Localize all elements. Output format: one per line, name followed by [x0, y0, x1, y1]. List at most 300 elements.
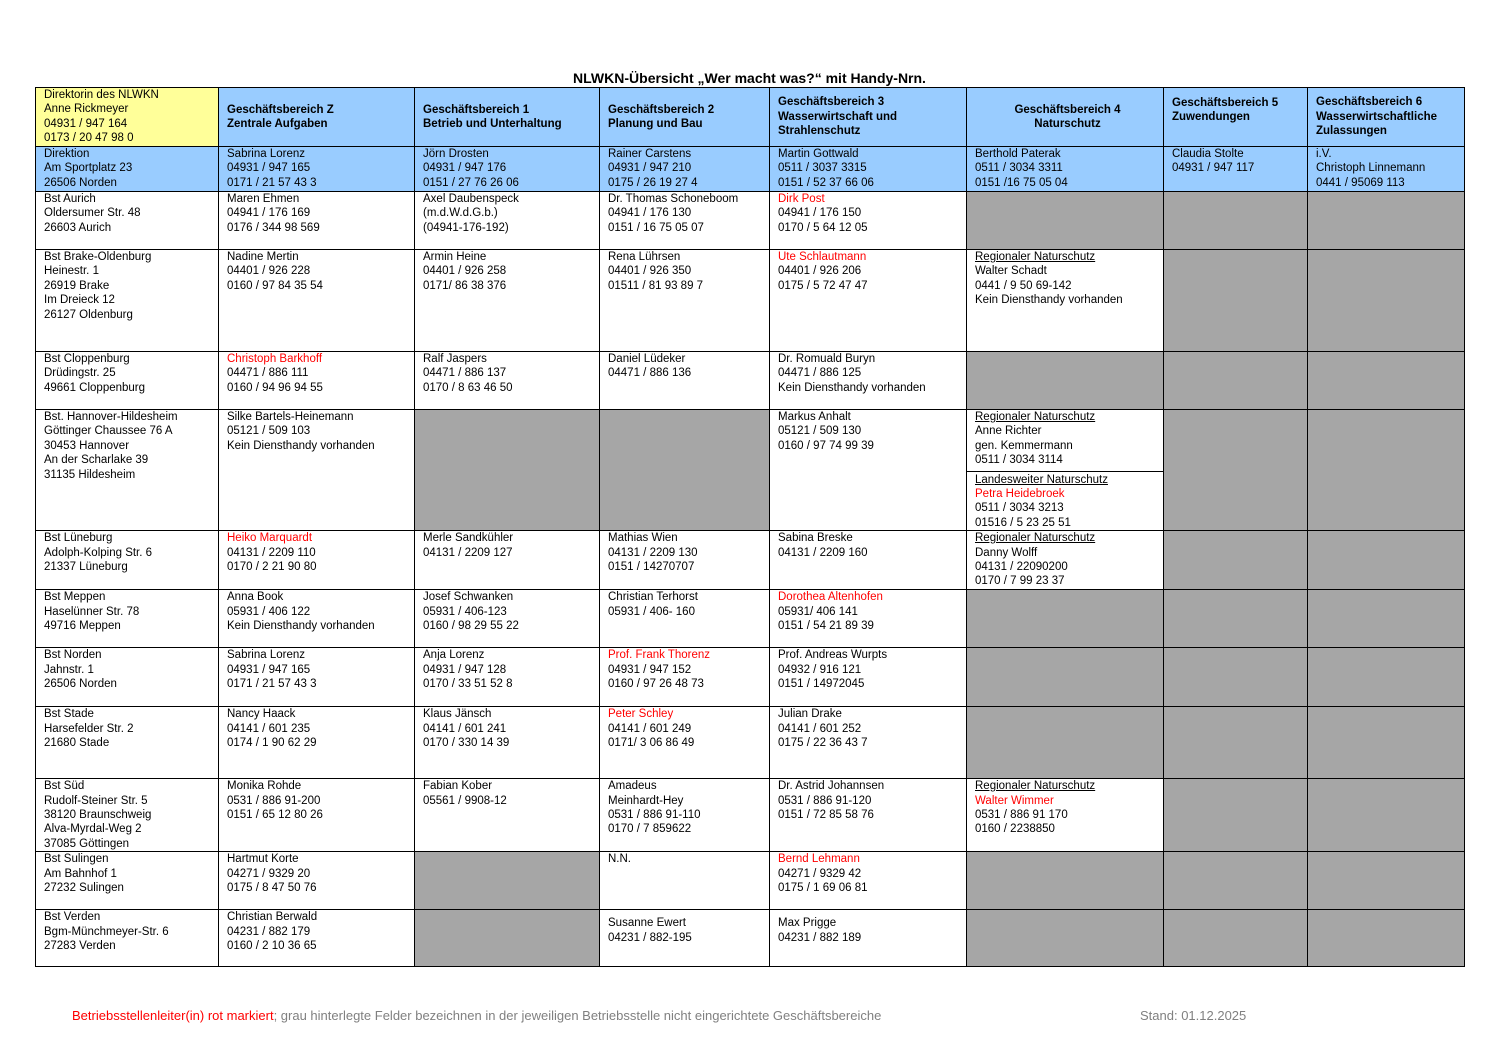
- contact-cell: [219, 590, 415, 648]
- contact-mobile: 0170 / 33 51 52 8: [423, 678, 513, 691]
- contact-cell: [770, 852, 967, 910]
- unit-label: Landesweiter Naturschutz: [975, 473, 1108, 486]
- header-label: Betrieb und Unterhaltung: [423, 118, 562, 130]
- contact-cell: [600, 352, 770, 410]
- location-street: Rudolf-Steiner Str. 5: [44, 794, 148, 807]
- location-name: Bst Süd: [44, 780, 85, 793]
- location-street: Oldersumer Str. 48: [44, 207, 141, 220]
- leader-name: Peter Schley: [608, 708, 674, 721]
- contact-phone: 04141 / 601 241: [423, 722, 507, 735]
- contact-name: Max Prigge: [778, 917, 837, 930]
- table-row: [36, 779, 1465, 852]
- contact-name: Maren Ehmen: [227, 193, 300, 205]
- inactive-cell: [1308, 910, 1465, 967]
- location-street: Adolph-Kolping Str. 6: [44, 546, 153, 559]
- inactive-cell: [1164, 192, 1308, 250]
- contact-name: N.N.: [608, 853, 631, 866]
- contact-name: Anne Richter: [975, 425, 1042, 438]
- unit-label: Regionaler Naturschutz: [975, 780, 1096, 793]
- location-cell: [36, 250, 219, 352]
- inactive-cell: [1308, 648, 1465, 707]
- contact-mobile: 0175 / 22 36 43 7: [778, 737, 868, 750]
- location-name: Bst Aurich: [44, 193, 96, 205]
- inactive-cell: [967, 707, 1164, 779]
- location-city: 21337 Lüneburg: [44, 561, 128, 574]
- contact-cell: [967, 250, 1164, 352]
- stand-date: Stand: 01.12.2025: [1140, 1008, 1247, 1023]
- contact-name: Christian Terhorst: [608, 591, 698, 604]
- location-name: Bst Sulingen: [44, 853, 109, 866]
- contact-name: Nadine Mertin: [227, 251, 299, 263]
- contact-cell: [600, 779, 770, 852]
- contact-cell: [600, 852, 770, 910]
- location-street: Heinestr. 1: [44, 265, 99, 278]
- contact-cell: [770, 352, 967, 410]
- header-label: Zuwendungen: [1172, 111, 1250, 124]
- contact-mobile: 0151 /16 75 05 04: [975, 176, 1068, 189]
- contact-name: Martin Gottwald: [778, 148, 859, 160]
- contact-cell: [770, 250, 967, 352]
- inactive-cell: [600, 410, 770, 531]
- contact-phone: 04931 / 947 176: [423, 162, 507, 175]
- contact-phone: 04941 / 176 150: [778, 207, 862, 220]
- location-street: Harsefelder Str. 2: [44, 722, 134, 735]
- inactive-cell: [1308, 779, 1465, 852]
- contact-phone: 05561 / 9908-12: [423, 794, 507, 807]
- legend-gray-text: ; grau hinterlegte Felder bezeichnen in der jeweiligen Betriebsstelle nicht eingerichtete Geschäftsbereiche: [273, 1008, 882, 1023]
- contact-phone: 04931 / 947 152: [608, 663, 692, 676]
- contact-phone: 0511 / 3034 3114: [975, 454, 1063, 467]
- contact-mobile: 0175 / 5 72 47 47: [778, 279, 868, 292]
- location-city: 26506 Norden: [44, 176, 117, 189]
- inactive-cell: [1308, 192, 1465, 250]
- table-row: [36, 852, 1465, 910]
- contact-name: Silke Bartels-Heinemann: [227, 411, 354, 423]
- location-name: Bst. Hannover-Hildesheim: [44, 411, 178, 423]
- contact-note: Kein Diensthandy vorhanden: [778, 381, 926, 394]
- location-city: 27232 Sulingen: [44, 882, 124, 895]
- location-city: 31135 Hildesheim: [44, 468, 136, 481]
- inactive-cell: [1164, 852, 1308, 910]
- contact-cell: [415, 779, 600, 852]
- contact-phone: 0531 / 886 91-200: [227, 794, 321, 807]
- location-city: 49661 Cloppenburg: [44, 381, 146, 394]
- contact-mobile: 0151 / 14972045: [778, 678, 865, 691]
- inactive-cell: [1164, 910, 1308, 967]
- contact-cell: [1164, 147, 1308, 192]
- contact-phone: 04401 / 926 228: [227, 265, 311, 278]
- contact-name: Monika Rohde: [227, 780, 302, 793]
- contact-mobile: 0170 / 7 99 23 37: [975, 575, 1065, 588]
- contact-phone: 0511 / 3037 3315: [778, 162, 867, 175]
- unit-label: Regionaler Naturschutz: [975, 251, 1096, 263]
- inactive-cell: [1164, 779, 1308, 852]
- contact-name: gen. Kemmermann: [975, 439, 1073, 452]
- contact-cell: [967, 410, 1164, 531]
- contact-cell: [219, 779, 415, 852]
- contact-name: Christoph Linnemann: [1316, 162, 1426, 175]
- contact-cell: [219, 531, 415, 590]
- inactive-cell: [1308, 852, 1465, 910]
- contact-phone: 04941 / 176 169: [227, 207, 311, 220]
- contact-mobile: 0160 / 97 74 99 39: [778, 439, 874, 452]
- contact-cell: [600, 147, 770, 192]
- header-gb-3: [770, 88, 967, 147]
- contact-phone: 04401 / 926 258: [423, 265, 507, 278]
- leader-name: Ute Schlautmann: [778, 251, 867, 263]
- contact-cell: [415, 531, 600, 590]
- contact-phone: 05931 / 406-123: [423, 605, 507, 618]
- contact-phone: 0441 / 9 50 69-142: [975, 279, 1072, 292]
- sub-block-statewide: [967, 471, 1163, 531]
- leader-name: Heiko Marquardt: [227, 532, 313, 545]
- contact-cell: [600, 648, 770, 707]
- table-row: [36, 192, 1465, 250]
- contact-cell: [600, 590, 770, 648]
- contact-phone: 04932 / 916 121: [778, 663, 862, 676]
- contact-name: Nancy Haack: [227, 708, 296, 721]
- contact-phone: 04931 / 947 117: [1172, 162, 1255, 175]
- location-city: 26506 Norden: [44, 678, 117, 691]
- contact-mobile: 0170 / 2 21 90 80: [227, 561, 317, 574]
- table-row: [36, 250, 1465, 352]
- table-row: [36, 910, 1465, 967]
- header-label: Geschäftsbereich 4: [1014, 103, 1121, 116]
- contact-cell: [967, 147, 1164, 192]
- leader-name: Petra Heidebroek: [975, 488, 1065, 501]
- inactive-cell: [1308, 352, 1465, 410]
- location-cell: [36, 648, 219, 707]
- contact-name: Fabian Kober: [423, 780, 493, 793]
- inactive-cell: [1308, 531, 1465, 590]
- inactive-cell: [967, 910, 1164, 967]
- contact-name: Berthold Paterak: [975, 148, 1061, 160]
- table-row: [36, 648, 1465, 707]
- inactive-cell: [967, 192, 1164, 250]
- location-name: Bst Norden: [44, 649, 102, 662]
- contact-phone: 05931 / 406- 160: [608, 605, 695, 618]
- header-label: Zulassungen: [1316, 125, 1387, 138]
- contact-phone: 04471 / 886 111: [227, 367, 309, 380]
- contact-mobile: 0151 / 14270707: [608, 561, 695, 574]
- unit-label: Regionaler Naturschutz: [975, 532, 1096, 545]
- contact-cell: [770, 147, 967, 192]
- contact-phone: 04131 / 2209 110: [227, 546, 316, 559]
- inactive-cell: [1308, 590, 1465, 648]
- location-cell: [36, 779, 219, 852]
- location-name: Bst Lüneburg: [44, 532, 113, 545]
- location-cell: [36, 852, 219, 910]
- leader-name: Bernd Lehmann: [778, 853, 860, 866]
- contact-note: Kein Diensthandy vorhanden: [227, 620, 375, 633]
- header-label: Wasserwirtschaftliche: [1316, 110, 1438, 123]
- inactive-cell: [1308, 707, 1465, 779]
- contact-cell: [967, 779, 1164, 852]
- contact-mobile: 0160 / 97 26 48 73: [608, 678, 704, 691]
- director-mobile: 0173 / 20 47 98 0: [44, 132, 134, 145]
- contact-phone: 04231 / 882-195: [608, 931, 692, 944]
- contact-name: Mathias Wien: [608, 532, 678, 545]
- contact-mobile: 0175 / 26 19 27 4: [608, 176, 698, 189]
- location-street: Jahnstr. 1: [44, 663, 94, 676]
- contact-name: Rainer Carstens: [608, 148, 692, 160]
- inactive-cell: [415, 410, 600, 531]
- contact-cell: [415, 147, 600, 192]
- header-label: Naturschutz: [1034, 118, 1101, 130]
- contact-cell: [600, 707, 770, 779]
- location-city: 21680 Stade: [44, 737, 110, 750]
- table-row-direktion: [36, 147, 1465, 192]
- header-label: Geschäftsbereich Z: [227, 103, 334, 116]
- contact-cell: [219, 852, 415, 910]
- contact-phone: 04401 / 926 206: [778, 265, 862, 278]
- contact-name: Markus Anhalt: [778, 411, 851, 423]
- contact-mobile: 0151 / 72 85 58 76: [778, 809, 874, 822]
- contact-mobile: 0160 / 97 84 35 54: [227, 279, 323, 292]
- location-cell: [36, 910, 219, 967]
- contact-phone: 05121 / 509 103: [227, 425, 311, 438]
- director-cell: [36, 88, 219, 147]
- inactive-cell: [1164, 531, 1308, 590]
- location-name: Bst Stade: [44, 708, 94, 721]
- contact-cell: [219, 707, 415, 779]
- header-gb-5: [1164, 88, 1308, 147]
- contact-mobile: 01511 / 81 93 89 7: [608, 279, 704, 292]
- contact-mobile: 0171 / 21 57 43 3: [227, 678, 317, 691]
- contact-name: Klaus Jänsch: [423, 708, 492, 721]
- inactive-cell: [967, 648, 1164, 707]
- contact-name: Sabrina Lorenz: [227, 649, 305, 662]
- inactive-cell: [967, 852, 1164, 910]
- contact-phone: 04231 / 882 189: [778, 931, 862, 944]
- contact-cell: [415, 707, 600, 779]
- contact-cell: [415, 250, 600, 352]
- contact-cell: [600, 531, 770, 590]
- contact-phone: 04941 / 176 130: [608, 207, 692, 220]
- leader-name: Christoph Barkhoff: [227, 353, 323, 365]
- contact-name: Julian Drake: [778, 708, 842, 721]
- location-city: 26603 Aurich: [44, 221, 112, 234]
- contact-cell: [219, 250, 415, 352]
- leader-name: Prof. Frank Thorenz: [608, 649, 711, 662]
- location-city: 26127 Oldenburg: [44, 308, 133, 321]
- location-street: Im Dreieck 12: [44, 294, 115, 307]
- contact-phone: 04231 / 882 179: [227, 925, 311, 938]
- table-row: [36, 531, 1465, 590]
- page-title: NLWKN-Übersicht „Wer macht was?“ mit Handy-Nrn.: [573, 70, 926, 86]
- director-phone: 04931 / 947 164: [44, 117, 128, 130]
- contact-name: Dr. Romuald Buryn: [778, 353, 876, 365]
- location-cell: [36, 352, 219, 410]
- contact-phone: 04131 / 22090200: [975, 561, 1068, 574]
- contact-phone: 04401 / 926 350: [608, 265, 692, 278]
- location-cell: [36, 192, 219, 250]
- contact-cell: [770, 707, 967, 779]
- contact-name: Sabina Breske: [778, 532, 853, 545]
- contact-note: i.V.: [1316, 148, 1332, 160]
- contact-cell: [219, 410, 415, 531]
- sub-block-regional: [975, 410, 1160, 468]
- contact-name: Danny Wolff: [975, 546, 1038, 559]
- contact-name: Anja Lorenz: [423, 649, 485, 662]
- contact-cell: [1308, 147, 1465, 192]
- location-city: 30453 Hannover: [44, 439, 130, 452]
- contact-phone: 04271 / 9329 20: [227, 867, 311, 880]
- contact-mobile: 0170 / 8 63 46 50: [423, 381, 513, 394]
- contact-mobile: 0175 / 1 69 06 81: [778, 882, 868, 895]
- location-cell: [36, 590, 219, 648]
- location-city: 37085 Göttingen: [44, 837, 130, 850]
- header-label: Geschäftsbereich 5: [1172, 97, 1279, 109]
- header-label: Strahlenschutz: [778, 125, 861, 138]
- inactive-cell: [415, 910, 600, 967]
- contact-cell: [219, 352, 415, 410]
- contact-cell: [600, 192, 770, 250]
- contact-name: Claudia Stolte: [1172, 148, 1244, 160]
- inactive-cell: [415, 852, 600, 910]
- inactive-cell: [967, 590, 1164, 648]
- contact-cell: [770, 910, 967, 967]
- contact-phone: 04131 / 2209 127: [423, 546, 513, 559]
- location-street: An der Scharlake 39: [44, 454, 149, 467]
- contact-mobile: 0160 / 94 96 94 55: [227, 381, 323, 394]
- inactive-cell: [1164, 590, 1308, 648]
- contact-name: Sabrina Lorenz: [227, 148, 305, 160]
- contact-name: Susanne Ewert: [608, 917, 686, 930]
- contact-phone: 05931/ 406 141: [778, 605, 858, 618]
- inactive-cell: [1164, 707, 1308, 779]
- contact-phone: 04141 / 601 235: [227, 722, 311, 735]
- contact-mobile: 0151 / 54 21 89 39: [778, 620, 874, 633]
- responsibility-table: [35, 87, 1465, 967]
- contact-mobile: 0151 / 65 12 80 26: [227, 809, 323, 822]
- contact-cell: [770, 648, 967, 707]
- contact-phone: 0531 / 886 91 170: [975, 809, 1068, 822]
- contact-phone: 04931 / 947 165: [227, 162, 311, 175]
- location-street: Alva-Myrdal-Weg 2: [44, 823, 142, 836]
- inactive-cell: [1164, 648, 1308, 707]
- contact-name: Christian Berwald: [227, 911, 318, 924]
- contact-name: Jörn Drosten: [423, 148, 489, 160]
- leader-name: Walter Wimmer: [975, 794, 1054, 807]
- location-city: 38120 Braunschweig: [44, 809, 152, 822]
- unit-label: Regionaler Naturschutz: [975, 411, 1096, 423]
- location-cell: [36, 531, 219, 590]
- contact-phone: 0441 / 95069 113: [1316, 176, 1405, 189]
- contact-phone: 04931 / 947 210: [608, 162, 692, 175]
- contact-cell: [600, 250, 770, 352]
- inactive-cell: [1164, 352, 1308, 410]
- location-street: Am Sportplatz 23: [44, 162, 133, 175]
- location-street: Göttinger Chaussee 76 A: [44, 425, 173, 438]
- contact-name: Rena Lührsen: [608, 251, 681, 263]
- contact-name: Meinhardt-Hey: [608, 794, 684, 807]
- contact-mobile: 0171 / 21 57 43 3: [227, 176, 317, 189]
- contact-phone: 04471 / 886 125: [778, 367, 862, 380]
- header-gb-2: [600, 88, 770, 147]
- header-label: Geschäftsbereich 1: [423, 103, 530, 116]
- location-city: 49716 Meppen: [44, 620, 121, 633]
- inactive-cell: [1308, 410, 1465, 531]
- contact-name: Dr. Thomas Schoneboom: [608, 193, 739, 205]
- contact-cell: [415, 590, 600, 648]
- contact-name: Ralf Jaspers: [423, 353, 487, 365]
- contact-cell: [600, 910, 770, 967]
- contact-mobile: 0170 / 7 859622: [608, 823, 692, 836]
- contact-cell: [415, 648, 600, 707]
- location-cell: [36, 147, 219, 192]
- location-cell: [36, 410, 219, 531]
- location-city: 26919 Brake: [44, 279, 110, 292]
- leader-name: Dorothea Altenhofen: [778, 591, 883, 604]
- contact-phone: 04141 / 601 249: [608, 722, 692, 735]
- inactive-cell: [1308, 250, 1465, 352]
- contact-cell: [967, 531, 1164, 590]
- header-gb-z: [219, 88, 415, 147]
- contact-cell: [219, 910, 415, 967]
- location-name: Bst Meppen: [44, 591, 106, 604]
- contact-name: Daniel Lüdeker: [608, 353, 686, 365]
- contact-mobile: 0160 / 98 29 55 22: [423, 620, 519, 633]
- contact-phone: 04471 / 886 136: [608, 367, 692, 380]
- location-cell: [36, 707, 219, 779]
- contact-name: Armin Heine: [423, 251, 487, 263]
- header-label: Zentrale Aufgaben: [227, 118, 328, 130]
- contact-name: Axel Daubenspeck: [423, 193, 519, 205]
- location-name: Bst Cloppenburg: [44, 353, 130, 365]
- location-street: Haselünner Str. 78: [44, 605, 140, 618]
- header-gb-1: [415, 88, 600, 147]
- contact-phone: 0531 / 886 91-120: [778, 794, 872, 807]
- header-gb-6: [1308, 88, 1465, 147]
- contact-name: Merle Sandkühler: [423, 532, 514, 545]
- contact-mobile: 0171/ 3 06 86 49: [608, 737, 695, 750]
- location-name: Bst Verden: [44, 911, 101, 924]
- director-title: Direktorin des NLWKN: [44, 89, 159, 101]
- contact-mobile: 0176 / 344 98 569: [227, 221, 320, 234]
- legend-note: [72, 1008, 881, 1024]
- contact-phone: 05931 / 406 122: [227, 605, 311, 618]
- inactive-cell: [1164, 410, 1308, 531]
- leader-name: Dirk Post: [778, 193, 825, 205]
- location-street: Drüdingstr. 25: [44, 367, 116, 380]
- header-label: Wasserwirtschaft und: [778, 110, 898, 123]
- contact-mobile: 0160 / 2238850: [975, 823, 1055, 836]
- contact-name: Josef Schwanken: [423, 591, 514, 604]
- contact-name: Walter Schadt: [975, 265, 1047, 278]
- contact-cell: [219, 648, 415, 707]
- inactive-cell: [967, 352, 1164, 410]
- contact-phone: 04131 / 2209 160: [778, 546, 868, 559]
- contact-cell: [415, 192, 600, 250]
- header-label: Planung und Bau: [608, 118, 703, 130]
- contact-phone: 04131 / 2209 130: [608, 546, 698, 559]
- location-name: Bst Brake-Oldenburg: [44, 251, 152, 263]
- contact-cell: [770, 779, 967, 852]
- contact-phone: 0511 / 3034 3213: [975, 502, 1064, 515]
- contact-phone: 04271 / 9329 42: [778, 867, 862, 880]
- contact-phone: 0511 / 3034 3311: [975, 162, 1063, 175]
- contact-cell: [770, 192, 967, 250]
- header-label: Geschäftsbereich 2: [608, 103, 715, 116]
- contact-note: Kein Diensthandy vorhanden: [227, 439, 375, 452]
- contact-phone: 04471 / 886 137: [423, 367, 507, 380]
- header-label: Geschäftsbereich 3: [778, 96, 885, 109]
- contact-name: Anna Book: [227, 591, 284, 604]
- table-row: [36, 410, 1465, 531]
- header-row: [36, 88, 1465, 147]
- contact-phone: (04941-176-192): [423, 221, 509, 234]
